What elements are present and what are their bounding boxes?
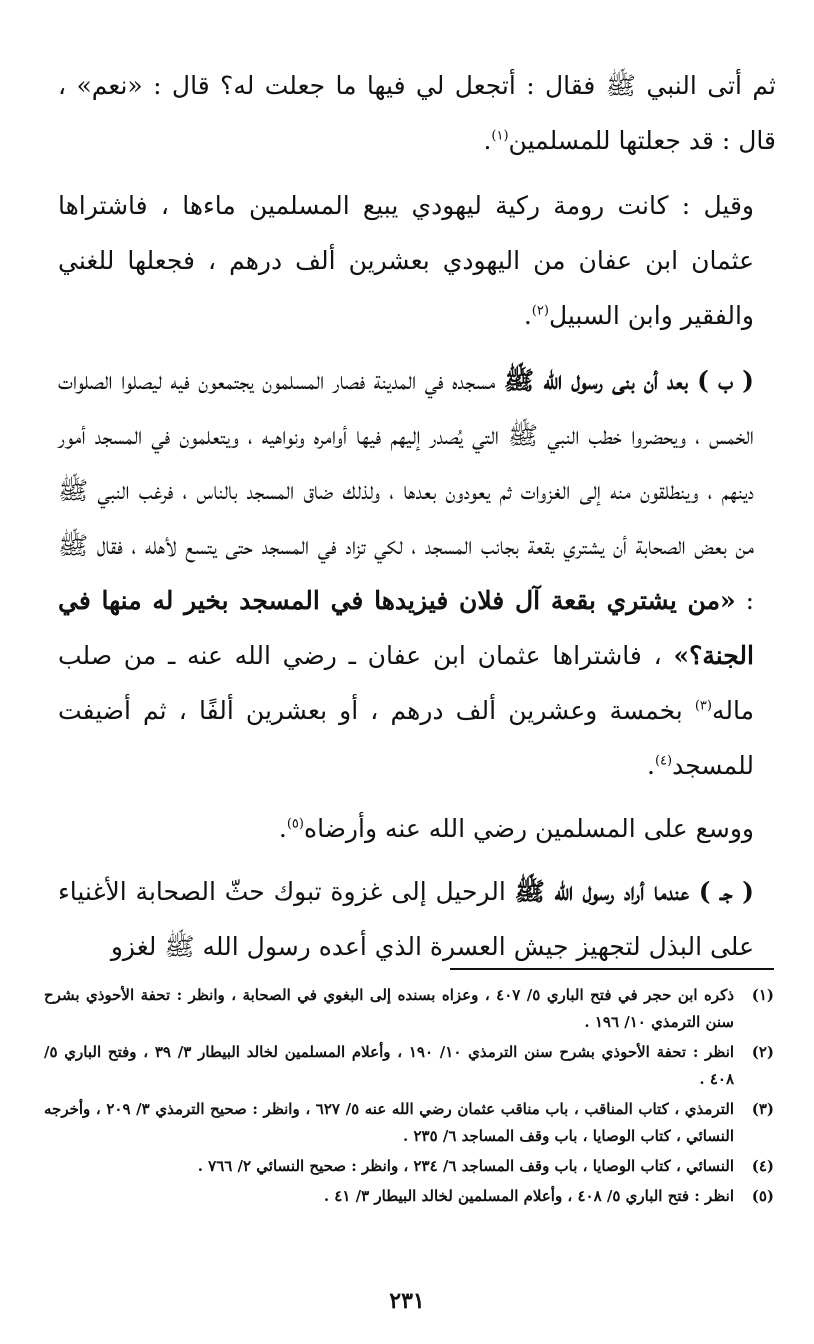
section-heading: ( ب ) بعد أن بنى رسول الله ﷺ xyxy=(503,366,754,395)
paragraph-3 xyxy=(58,353,776,793)
footnote-ref: (٢) xyxy=(531,303,549,319)
footnote-text: انظر : تحفة الأحوذي بشرح سنن الترمذي ١٠/ ١٩٠ ، وأعلام المسلمين لخالد البيطار ٣/ ٣٩ ، وفتح الباري ٥/ ٤٠٨ . xyxy=(44,1043,735,1088)
paragraph-2 xyxy=(58,178,776,343)
paragraph-text: الرحيل إلى غزوة تبوك حثّ الصحابة الأغنياء على البذل لتجهيز جيش العسرة الذي أعده رسول الله ﷺ لغزو xyxy=(58,877,754,961)
footnote-number: (٣) xyxy=(751,1100,774,1118)
page-number: ٢٣١ xyxy=(389,1288,425,1314)
paragraph-text: ووسع على المسلمين رضي الله عنه وأرضاه xyxy=(303,814,754,843)
footnote-ref: (٣) xyxy=(694,698,712,714)
footnote-ref: (٤) xyxy=(654,753,673,769)
footnote-text: ذكره ابن حجر في فتح الباري ٥/ ٤٠٧ ، وعزاه بسنده إلى البغوي في الصحابة ، وانظر : تحفة الأحوذي بشرح سنن الترمذي ١٠/ ١٩٦ . xyxy=(44,986,735,1031)
sentence-end: . xyxy=(483,126,492,155)
footnote xyxy=(44,982,774,1036)
footnote xyxy=(44,1153,774,1180)
paragraph-5 xyxy=(58,864,776,974)
main-text xyxy=(58,58,776,974)
footnote xyxy=(44,1183,774,1210)
sentence-end: . xyxy=(523,301,532,330)
footnote-number: (٢) xyxy=(751,1043,774,1061)
sentence-end: . xyxy=(646,751,655,780)
footnote-text: انظر : فتح الباري ٥/ ٤٠٨ ، وأعلام المسلمين لخالد البيطار ٣/ ٤١ . xyxy=(323,1187,734,1205)
paragraph-text: بخمسة وعشرين ألف درهم ، أو بعشرين ألفًا ، ثم أضيفت للمسجد xyxy=(58,696,754,780)
section-heading: ( جـ ) عندما أراد رسول الله ﷺ xyxy=(514,877,754,906)
footnote-number: (١) xyxy=(751,986,774,1004)
footnote-text: النسائي ، كتاب الوصايا ، باب وقف المساجد ٦/ ٢٣٤ ، وانظر : صحيح النسائي ٢/ ٧٦٦ . xyxy=(197,1157,734,1175)
footnote-text: الترمذي ، كتاب المناقب ، باب مناقب عثمان رضي الله عنه ٥/ ٦٢٧ ، وانظر : صحيح الترمذي ٣/ ٢٠٩ ، وأخرجه النسائي ، كتاب الوصايا ، باب وقف المساجد ٦/ ٢٣٥ . xyxy=(44,1100,734,1145)
footnote-ref: (٥) xyxy=(286,816,304,832)
paragraph-text: مسجده في المدينة فصار المسلمون يجتمعون فيه ليصلوا الصلوات الخمس ، ويحضروا خطب النبي ﷺ التي يُصدر إليهم فيها أوامره ونواهيه ، ويتعلمون في المسجد أمور دينهم ، وينطلقون منه إلى الغزوات ثم يعودون بعدها ، ولذلك ضاق المسجد بالناس ، فرغب النبي ﷺ من بعض الصحابة أن يشتري بقعة بجانب المسجد ، لكي تزاد في المسجد حتى يتسع لأهله ، فقال ﷺ : xyxy=(58,366,754,615)
paragraph-text: ، فاشتراها عثمان ابن عفان ـ رضي الله عنه ـ من صلب ماله xyxy=(58,641,754,725)
footnote-separator xyxy=(450,968,774,970)
sentence-end: . xyxy=(278,814,287,843)
paragraph-4 xyxy=(58,801,776,856)
footnote-ref: (١) xyxy=(491,128,509,144)
footnote-number: (٥) xyxy=(751,1187,774,1205)
footnote xyxy=(44,1039,774,1093)
paragraph-1 xyxy=(58,58,776,168)
footnote xyxy=(44,1096,774,1150)
footnote-number: (٤) xyxy=(751,1157,774,1175)
footnotes xyxy=(44,982,774,1213)
hadith-quote: «من يشتري بقعة آل فلان فيزيدها في المسجد بخير له منها في الجنة؟» xyxy=(58,586,754,670)
paragraph-text: وقيل : كانت رومة ركية ليهودي يبيع المسلمين ماءها ، فاشتراها عثمان ابن عفان من اليهودي بعشرين ألف درهم ، فجعلها للغني والفقير وابن السبيل xyxy=(58,191,754,330)
paragraph-text: ثم أتى النبي ﷺ فقال : أتجعل لي فيها ما جعلت له؟ قال : «نعم» ، قال : قد جعلتها للمسلمين xyxy=(58,71,776,155)
